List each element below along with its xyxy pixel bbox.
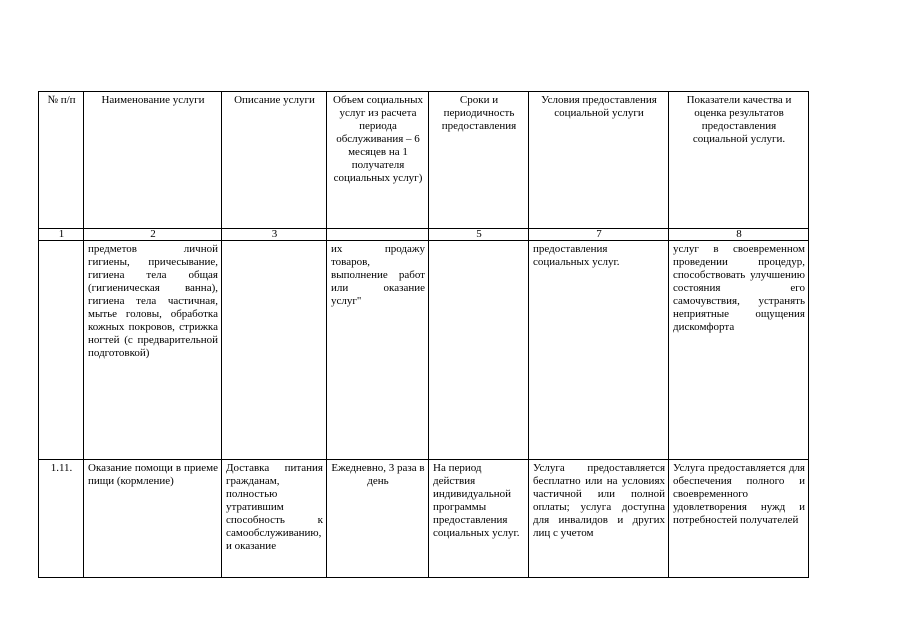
table-row	[39, 241, 809, 460]
cell-volume: их продажу товаров, выполнение работ или оказание услуг"	[327, 241, 429, 460]
cell-conditions: Услуга предоставляется бесплатно или на условиях частичной или полной оплаты; услуга доступна для инвалидов и других лиц с учетом	[529, 460, 669, 578]
table-header-row	[39, 92, 809, 229]
column-number	[327, 229, 429, 241]
column-number: 8	[669, 229, 809, 241]
cell-num	[39, 241, 84, 460]
header-terms: Сроки и периодичность предоставления	[429, 92, 529, 229]
column-number: 3	[222, 229, 327, 241]
cell-service-description: Доставка питания гражданам, полностью утратившим способность к самообслуживанию, и оказание	[222, 460, 327, 578]
header-volume: Объем социальных услуг из расчета периода обслуживания – 6 месяцев на 1 получателя социальных услуг)	[327, 92, 429, 229]
header-service-name: Наименование услуги	[84, 92, 222, 229]
cell-service-description	[222, 241, 327, 460]
column-number: 7	[529, 229, 669, 241]
cell-quality: Услуга предоставляется для обеспечения полного и своевременного удовлетворения нужд и потребностей получателей	[669, 460, 809, 578]
header-conditions: Условия предоставления социальной услуги	[529, 92, 669, 229]
cell-quality: услуг в своевременном проведении процедур, способствовать улучшению состояния его самочувствия, устранять неприятные ощущения дискомфорта	[669, 241, 809, 460]
cell-volume: Ежедневно, 3 раза в день	[327, 460, 429, 578]
column-number-row	[39, 229, 809, 241]
cell-num: 1.11.	[39, 460, 84, 578]
column-number: 5	[429, 229, 529, 241]
column-number: 1	[39, 229, 84, 241]
cell-service-name: Оказание помощи в приеме пищи (кормление)	[84, 460, 222, 578]
cell-conditions: предоставления социальных услуг.	[529, 241, 669, 460]
header-quality: Показатели качества и оценка результатов предоставления социальной услуги.	[669, 92, 809, 229]
column-number: 2	[84, 229, 222, 241]
cell-terms	[429, 241, 529, 460]
cell-service-name: предметов личной гигиены, причесывание, гигиена тела общая (гигиеническая ванна), гигиена тела частичная, мытье головы, обработка кожных покровов, стрижка ногтей (с предварительной подготовкой)	[84, 241, 222, 460]
services-table	[38, 91, 809, 578]
header-num: № п/п	[39, 92, 84, 229]
header-service-description: Описание услуги	[222, 92, 327, 229]
cell-terms: На период действия индивидуальной программы предоставления социальных услуг.	[429, 460, 529, 578]
table-row	[39, 460, 809, 578]
